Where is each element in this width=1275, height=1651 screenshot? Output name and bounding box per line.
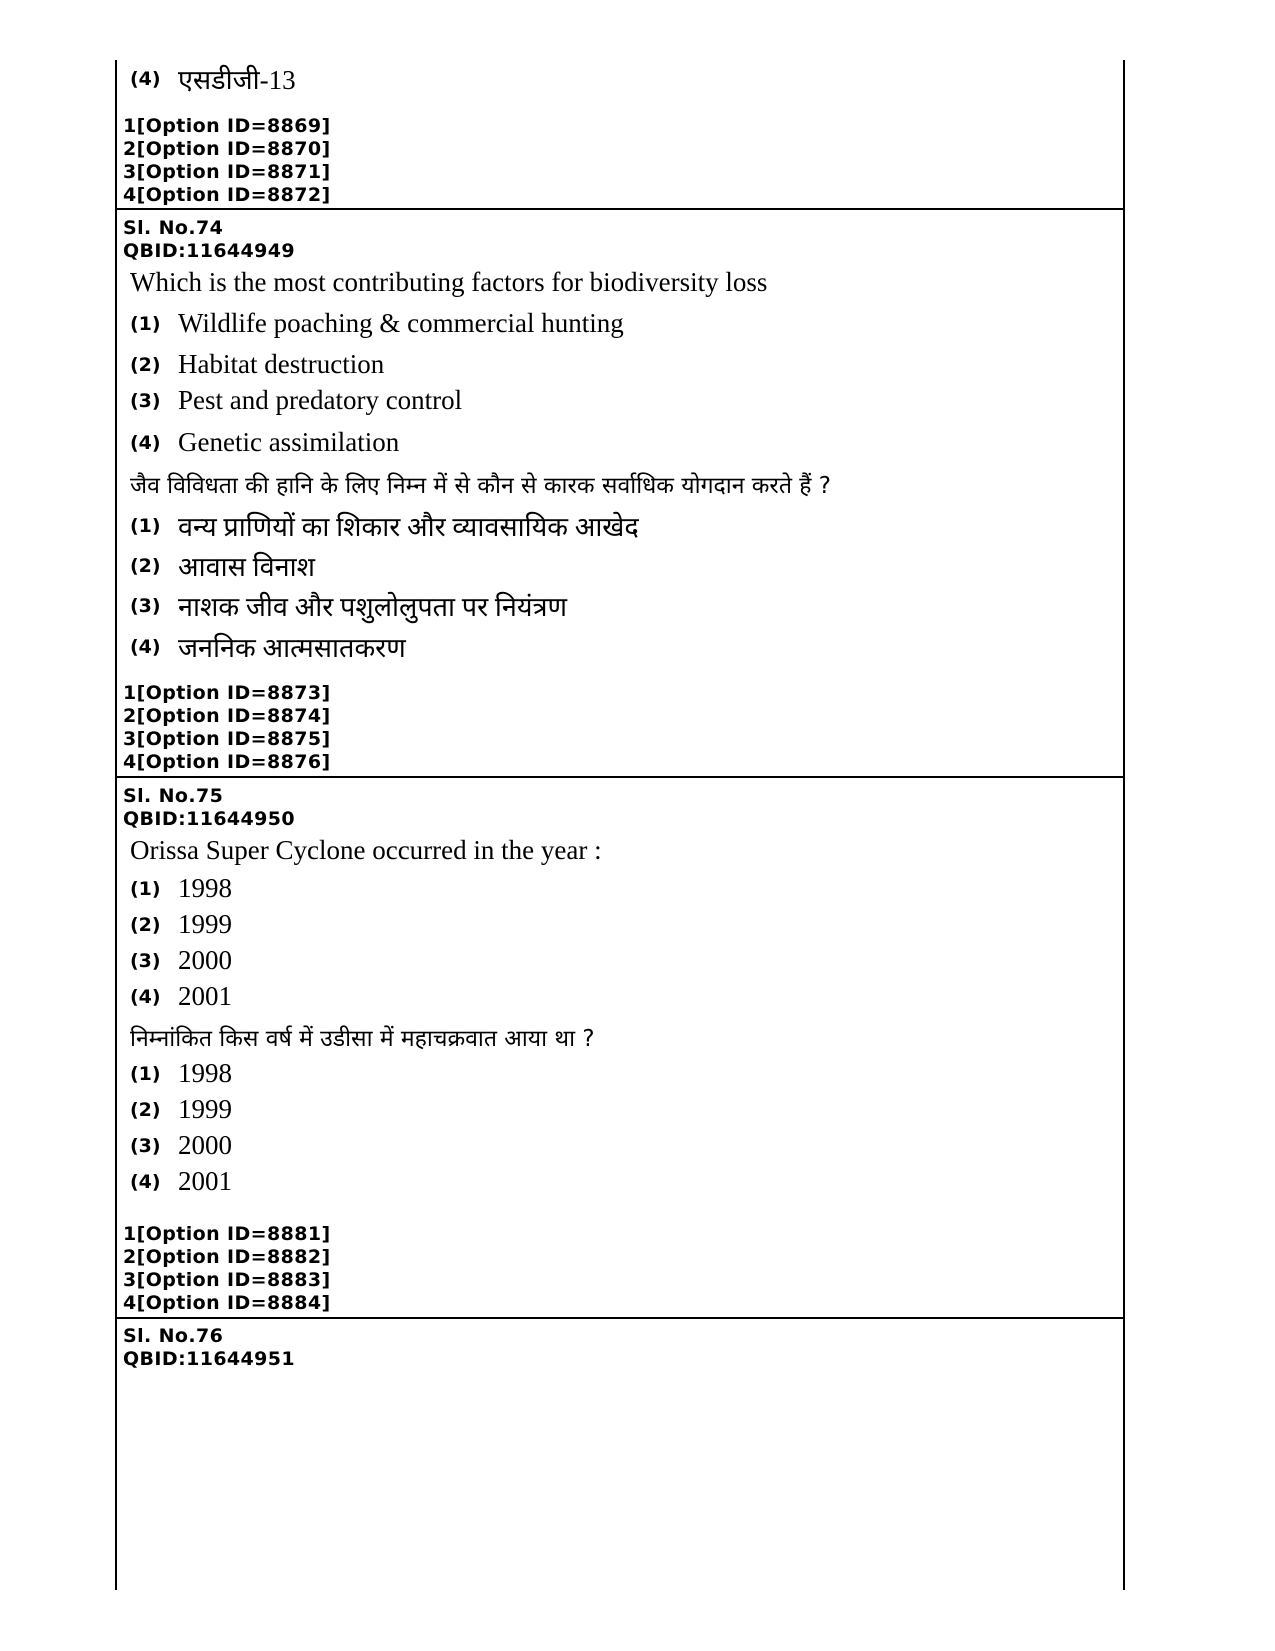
- option-number: (4): [130, 985, 161, 1008]
- option-text: Habitat destruction: [178, 349, 385, 379]
- option-id: 1[Option ID=8881]: [123, 1223, 331, 1245]
- qbid: QBID:11644949: [123, 240, 296, 262]
- option-number: (1): [130, 1062, 161, 1085]
- question-75-text-hi: निम्नांकित किस वर्ष में उडीसा में महाचक्रवात आया था ?: [130, 1026, 595, 1052]
- option-text: 1998: [178, 873, 232, 903]
- option-id: 2[Option ID=8882]: [123, 1246, 331, 1268]
- question-75-text-en: Orissa Super Cyclone occurred in the year :: [130, 835, 602, 865]
- option-text: Pest and predatory control: [178, 385, 463, 415]
- option-id: 4[Option ID=8876]: [123, 751, 331, 773]
- option-text: 1999: [178, 909, 232, 939]
- option-text: नाशक जीव और पशुलोलुपता पर नियंत्रण: [178, 592, 567, 622]
- option-number: (4): [130, 67, 161, 90]
- option-number: (2): [130, 554, 161, 577]
- section-divider: [117, 1317, 1123, 1319]
- q74-option-hi-1: [130, 507, 639, 544]
- q74-option-en-2: [130, 349, 384, 380]
- question-paper-frame: [115, 60, 1125, 1590]
- option-number: (2): [130, 913, 161, 936]
- q75-option-en-3: [130, 945, 232, 976]
- prev-question-option-4: [130, 60, 296, 97]
- q74-option-en-3: [130, 385, 462, 416]
- option-number: (3): [130, 1134, 161, 1157]
- option-text: 2000: [178, 945, 232, 975]
- option-number: (2): [130, 353, 161, 376]
- q75-option-en-4: [130, 981, 232, 1012]
- question-74-header: [123, 217, 295, 263]
- option-number: (1): [130, 312, 161, 335]
- option-text: 1999: [178, 1094, 232, 1124]
- q75-option-en-1: [130, 873, 232, 904]
- section-divider: [117, 208, 1123, 210]
- q74-option-hi-2: [130, 547, 315, 584]
- option-text: Wildlife poaching & commercial hunting: [178, 308, 624, 338]
- serial-number: Sl. No.74: [123, 217, 224, 239]
- option-text: 2001: [178, 981, 232, 1011]
- option-id: 1[Option ID=8873]: [123, 682, 331, 704]
- option-id: 3[Option ID=8875]: [123, 728, 331, 750]
- option-number: (4): [130, 1170, 161, 1193]
- q74-option-hi-3: [130, 587, 567, 624]
- question-74-text-en: Which is the most contributing factors for biodiversity loss: [130, 267, 768, 297]
- option-number: (3): [130, 389, 161, 412]
- option-text: 2000: [178, 1130, 232, 1160]
- option-text: 1998: [178, 1058, 232, 1088]
- option-text: वन्य प्राणियों का शिकार और व्यावसायिक आखेद: [178, 512, 639, 542]
- serial-number: Sl. No.75: [123, 785, 224, 807]
- option-id: 2[Option ID=8874]: [123, 705, 331, 727]
- q75-option-hi-4: [130, 1166, 232, 1197]
- option-id: 3[Option ID=8871]: [123, 161, 331, 183]
- q75-option-hi-3: [130, 1130, 232, 1161]
- option-id: 1[Option ID=8869]: [123, 115, 331, 137]
- option-number: (2): [130, 1098, 161, 1121]
- question-76-header: [123, 1325, 295, 1371]
- q75-option-hi-1: [130, 1058, 232, 1089]
- option-text: जननिक आत्मसातकरण: [178, 633, 406, 663]
- q74-option-hi-4: [130, 628, 406, 665]
- question-74-text-hi: जैव विविधता की हानि के लिए निम्न में से कौन से कारक सर्वाधिक योगदान करते हैं ?: [130, 473, 831, 499]
- option-id-list: [123, 682, 331, 774]
- option-id-list: [123, 115, 331, 207]
- option-id-list: [123, 1223, 331, 1315]
- option-text: 2001: [178, 1166, 232, 1196]
- option-number: (1): [130, 877, 161, 900]
- option-text: आवास विनाश: [178, 552, 315, 582]
- option-number: (3): [130, 594, 161, 617]
- section-divider: [117, 776, 1123, 778]
- q74-option-en-4: [130, 427, 399, 458]
- option-id: 3[Option ID=8883]: [123, 1269, 331, 1291]
- qbid: QBID:11644951: [123, 1348, 296, 1370]
- option-number: (4): [130, 635, 161, 658]
- q74-option-en-1: [130, 308, 624, 339]
- option-number: (4): [130, 431, 161, 454]
- option-number: (3): [130, 949, 161, 972]
- q75-option-hi-2: [130, 1094, 232, 1125]
- option-id: 4[Option ID=8872]: [123, 184, 331, 206]
- question-75-header: [123, 785, 295, 831]
- qbid: QBID:11644950: [123, 808, 296, 830]
- option-id: 2[Option ID=8870]: [123, 138, 331, 160]
- option-text: एसडीजी-13: [178, 65, 296, 95]
- option-id: 4[Option ID=8884]: [123, 1292, 331, 1314]
- serial-number: Sl. No.76: [123, 1325, 224, 1347]
- q75-option-en-2: [130, 909, 232, 940]
- option-number: (1): [130, 514, 161, 537]
- option-text: Genetic assimilation: [178, 427, 400, 457]
